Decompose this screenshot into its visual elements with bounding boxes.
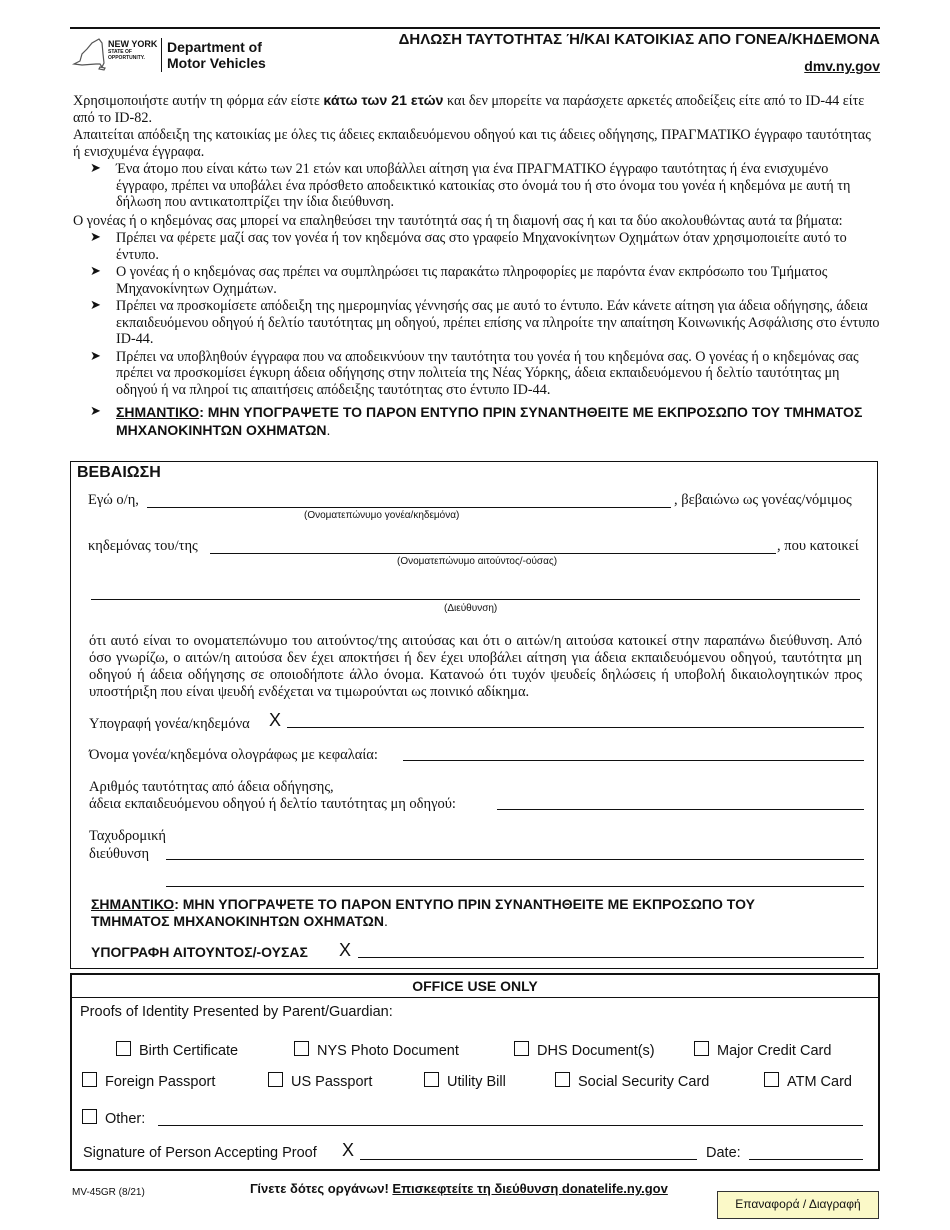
applicant-name-field[interactable]: [210, 553, 776, 554]
important-end: .: [383, 913, 388, 929]
signature-x-mark: X: [342, 1140, 355, 1160]
arrow-bullet-icon: ➤: [90, 298, 101, 313]
intro-paragraph-2: Απαιτείται απόδειξη της κατοικίας με όλες τις άδειες εκπαιδευόμενου οδηγού και τις άδειες οδήγησης, ΠΡΑΓΜΑΤΙΚΟ έγγραφο ταυτότητας ή ενισχυμένα έγγραφα.: [73, 127, 871, 160]
id-number-field[interactable]: [497, 809, 864, 810]
checkbox-major-credit-card[interactable]: [694, 1041, 831, 1059]
checkbox-utility-bill[interactable]: [424, 1072, 506, 1090]
p1-bold: κάτω των 21 ετών: [323, 93, 444, 109]
office-use-title: OFFICE USE ONLY: [72, 975, 878, 998]
checkbox-icon[interactable]: [424, 1072, 439, 1087]
caption-parent-name: (Ονοματεπώνυμο γονέα/κηδεμόνα): [304, 510, 460, 521]
checkbox-label: NYS Photo Document: [317, 1043, 459, 1059]
proofs-label: Proofs of Identity Presented by Parent/Guardian:: [80, 1004, 393, 1020]
checkbox-label: Social Security Card: [578, 1074, 710, 1090]
logo-opportunity: OPPORTUNITY.: [108, 55, 145, 61]
important-text-2: ΤΜΗΜΑΤΟΣ ΜΗΧΑΝΟΚΙΝΗΤΩΝ ΟΧΗΜΑΤΩΝ: [91, 913, 384, 929]
postal-address-field-2[interactable]: [166, 886, 864, 887]
new-york-state-map-icon: [70, 34, 106, 74]
checkbox-foreign-passport[interactable]: [82, 1072, 215, 1090]
checkbox-other[interactable]: [82, 1109, 145, 1127]
important-text-1: : ΜΗΝ ΥΠΟΓΡΑΨΕΤΕ ΤΟ ΠΑΡΟΝ ΕΝΤΥΠΟ ΠΡΙΝ ΣΥΝΑΝΤΗΘΕΙΤΕ ΜΕ ΕΚΠΡΟΣΩΠΟ ΤΟΥ: [174, 896, 755, 912]
line2-suffix: , που κατοικεί: [777, 538, 859, 554]
certification-section: [70, 461, 878, 969]
applicant-signature-field[interactable]: [358, 957, 864, 958]
checkbox-icon[interactable]: [268, 1072, 283, 1087]
id-number-label-2: άδεια εκπαιδευόμενου οδηγού ή δελτίο ταυτότητας μη οδηγού:: [89, 796, 456, 812]
list-item: [73, 349, 881, 399]
accepting-signature-field[interactable]: [360, 1159, 697, 1160]
date-label: Date:: [706, 1145, 741, 1161]
checkbox-icon[interactable]: [514, 1041, 529, 1056]
logo-dept-line2: Motor Vehicles: [167, 55, 266, 71]
logo-divider: [161, 38, 162, 72]
postal-address-label-2: διεύθυνση: [89, 846, 150, 862]
important-notice-2: [91, 896, 755, 930]
donor-text: Γίνετε δότες οργάνων!: [250, 1181, 389, 1196]
step-text: Πρέπει να υποβληθούν έγγραφα που να αποδεικνύουν την ταυτότητα του γονέα ή του κηδεμόνα σας. Ο γονέας ή ο κηδεμόνας σας πρέπει να προσκομίσει έγκυρη άδεια οδήγησης στην πολιτεία της Νέας Υόρκης, άδεια εκπαιδευόμενου ή δελτίο ταυτότητας μη οδηγού ή να πληροί τις απαιτήσεις απόδειξης ταυτότητας στο έντυπο ID-44.: [116, 348, 859, 398]
important-end: .: [326, 421, 331, 438]
organ-donor-message: [250, 1181, 668, 1196]
id-number-label-1: Αριθμός ταυτότητας από άδεια οδήγησης,: [89, 779, 334, 795]
checkbox-icon[interactable]: [694, 1041, 709, 1056]
donor-link[interactable]: Επισκεφτείτε τη διεύθυνση donatelife.ny.gov: [392, 1181, 668, 1196]
line2-prefix: κηδεμόνας του/της: [88, 538, 198, 554]
checkbox-label: Foreign Passport: [105, 1074, 216, 1090]
checkbox-social-security-card[interactable]: [555, 1072, 709, 1090]
applicant-signature-label: ΥΠΟΓΡΑΦΗ ΑΙΤΟΥΝΤΟΣ/-ΟΥΣΑΣ: [91, 944, 308, 960]
office-use-section: [70, 973, 880, 1171]
list-item: [73, 404, 881, 439]
important-text: : ΜΗΝ ΥΠΟΓΡΑΨΕΤΕ ΤΟ ΠΑΡΟΝ ΕΝΤΥΠΟ ΠΡΙΝ ΣΥΝΑΝΤΗΘΕΙΤΕ ΜΕ ΕΚΠΡΟΣΩΠΟ ΤΟΥ ΤΜΗΜΑΤΟΣ ΜΗΧΑΝΟΚΙΝΗΤΩΝ ΟΧΗΜΑΤΩΝ: [116, 404, 863, 438]
checkbox-label: ATM Card: [787, 1074, 852, 1090]
checkbox-us-passport[interactable]: [268, 1072, 372, 1090]
intro-paragraph-1: [73, 93, 881, 126]
list-item: [73, 298, 881, 348]
caption-applicant-name: (Ονοματεπώνυμο αιτούντος/-ούσας): [397, 556, 558, 567]
checkbox-label: Major Credit Card: [717, 1043, 832, 1059]
important-line-2: [91, 913, 755, 930]
instructions: [73, 93, 881, 441]
list-item: [73, 230, 881, 263]
parent-name-field[interactable]: [147, 507, 671, 508]
certification-statement: ότι αυτό είναι το ονοματεπώνυμο του αιτούντος/της αιτούσας και ότι ο αιτών/η αιτούσα κατοικεί στην παραπάνω διεύθυνση. Από όσο γνωρίζω, ο αιτών/η αιτούσα δεν έχει αποκτήσει ή δεν έχει υποβάλει αίτηση για άδεια εκπαιδευόμενου οδηγού, ταυτότητα μη οδηγού ή άδεια οδήγησης σε οποιοδήποτε άλλο όνομα. Κατανοώ ότι τυχόν ψευδείς δηλώσεις ή υποβολή δικαιολογητικών προς υποστήριξη που είναι ψευδή ενδέχεται να τιμωρούνται ως ποινικό αδίκημα.: [89, 633, 862, 700]
signature-x-mark: X: [339, 940, 352, 960]
residency-list: [73, 161, 881, 211]
arrow-bullet-icon: ➤: [90, 348, 101, 364]
date-field[interactable]: [749, 1159, 863, 1160]
parent-signature-field[interactable]: [287, 727, 864, 728]
dmv-logo: [70, 30, 270, 78]
list-item: [73, 264, 881, 297]
logo-state-of: STATE OF: [108, 49, 132, 55]
caption-address: (Διεύθυνση): [444, 603, 498, 614]
checkbox-dhs-documents[interactable]: [514, 1041, 655, 1059]
checkbox-icon[interactable]: [116, 1041, 131, 1056]
checkbox-icon[interactable]: [82, 1109, 97, 1124]
postal-address-field[interactable]: [166, 859, 864, 860]
line1-prefix: Εγώ ο/η,: [88, 492, 139, 508]
checkbox-label: Other:: [105, 1111, 146, 1127]
checkbox-icon[interactable]: [82, 1072, 97, 1087]
parent-signature-label: Υπογραφή γονέα/κηδεμόνα: [89, 716, 250, 732]
parent-name-print-field[interactable]: [403, 760, 864, 761]
reset-clear-button[interactable]: Επαναφορά / Διαγραφή: [717, 1191, 879, 1219]
bullet-text: Ένα άτομο που είναι κάτω των 21 ετών και υποβάλλει αίτηση για ένα ΠΡΑΓΜΑΤΙΚΟ έγγραφο ταυτότητας ή ένα ενισχυμένο έγγραφο, πρέπει να υποβάλει ένα πρόσθετο αποδεικτικό κατοικίας στο όνομά του ή στο όνομα του γονέα ή κηδεμόνα με αυτή τη δήλωση που αντικατοπτρίζει την ίδια διεύθυνση.: [116, 161, 851, 210]
step-text: Πρέπει να φέρετε μαζί σας τον γονέα ή τον κηδεμόνα σας στο γραφείο Μηχανοκίνητων Οχημάτων όταν χρησιμοποιείτε αυτό το έντυπο.: [116, 230, 847, 263]
parent-name-print-label: Όνομα γονέα/κηδεμόνα ολογράφως με κεφαλαία:: [89, 747, 378, 763]
checkbox-label: Utility Bill: [447, 1074, 506, 1090]
list-item: [73, 161, 881, 211]
accepting-signature-label: Signature of Person Accepting Proof: [83, 1145, 317, 1161]
form-title: ΔΗΛΩΣΗ ΤΑΥΤΟΤΗΤΑΣ Ή/ΚΑΙ ΚΑΤΟΙΚΙΑΣ ΑΠΟ ΓΟΝΕΑ/ΚΗΔΕΜΟΝΑ: [398, 31, 880, 48]
logo-state-name: NEW YORK: [108, 39, 158, 49]
important-label: ΣΗΜΑΝΤΙΚΟ: [91, 896, 175, 912]
p1-pre: Χρησιμοποιήστε αυτήν τη φόρμα εάν είστε: [73, 93, 324, 109]
arrow-bullet-icon: ➤: [90, 230, 101, 245]
intro-paragraph-3: Ο γονέας ή ο κηδεμόνας σας μπορεί να επαληθεύσει την ταυτότητά σας ή τη διαμονή σας ή και τα δύο ακολουθώντας αυτά τα βήματα:: [73, 212, 843, 229]
p1-post: και δεν μπορείτε να παράσχετε αρκετές αποδείξεις είτε από το ID-44 είτε από το ID-82.: [73, 93, 865, 126]
line1-suffix: , βεβαιώνω ως γονέας/νόμιμος: [674, 492, 852, 508]
checkbox-label: Birth Certificate: [139, 1043, 239, 1059]
checkbox-nys-photo-document[interactable]: [294, 1041, 459, 1059]
logo-dept-line1: Department of: [167, 39, 262, 55]
important-label: ΣΗΜΑΝΤΙΚΟ: [116, 404, 200, 420]
postal-address-label-1: Ταχυδρομική: [89, 828, 166, 844]
checkbox-birth-certificate[interactable]: [116, 1041, 238, 1059]
header-rule: [70, 27, 880, 29]
important-line-1: [91, 896, 755, 913]
checkbox-label: US Passport: [291, 1074, 373, 1090]
arrow-bullet-icon: ➤: [90, 161, 101, 176]
steps-list: [73, 230, 881, 439]
signature-x-mark: X: [269, 710, 282, 730]
arrow-bullet-icon: ➤: [90, 404, 101, 419]
form-number: MV-45GR (8/21): [72, 1187, 145, 1198]
checkbox-atm-card[interactable]: [764, 1072, 852, 1090]
logo-department: [167, 39, 266, 71]
checkbox-icon[interactable]: [555, 1072, 570, 1087]
logo-state-text: [108, 40, 157, 61]
arrow-bullet-icon: ➤: [90, 264, 101, 279]
address-field[interactable]: [91, 599, 860, 600]
checkbox-icon[interactable]: [294, 1041, 309, 1056]
certification-title: ΒΕΒΑΙΩΣΗ: [77, 464, 161, 481]
step-text: Ο γονέας ή ο κηδεμόνας σας πρέπει να συμπληρώσει τις παρακάτω πληροφορίες με παρόντα έναν εκπρόσωπο του Τμήματος Μηχανοκίνητων Οχημάτων.: [116, 264, 828, 297]
important-notice: [116, 404, 862, 438]
website-link[interactable]: dmv.ny.gov: [804, 58, 880, 74]
other-field[interactable]: [158, 1125, 863, 1126]
checkbox-label: DHS Document(s): [537, 1043, 655, 1059]
step-text: Πρέπει να προσκομίσετε απόδειξη της ημερομηνίας γέννησής σας με αυτό το έντυπο. Εάν κάνετε αίτηση για άδεια οδήγησης, άδεια εκπαιδευόμενου οδηγού ή δελτίο ταυτότητας μη οδηγού, πρέπει επίσης να πληροίτε την απαίτηση Κοινωνικής Ασφάλισης στο έντυπο ID-44.: [116, 298, 880, 347]
checkbox-icon[interactable]: [764, 1072, 779, 1087]
